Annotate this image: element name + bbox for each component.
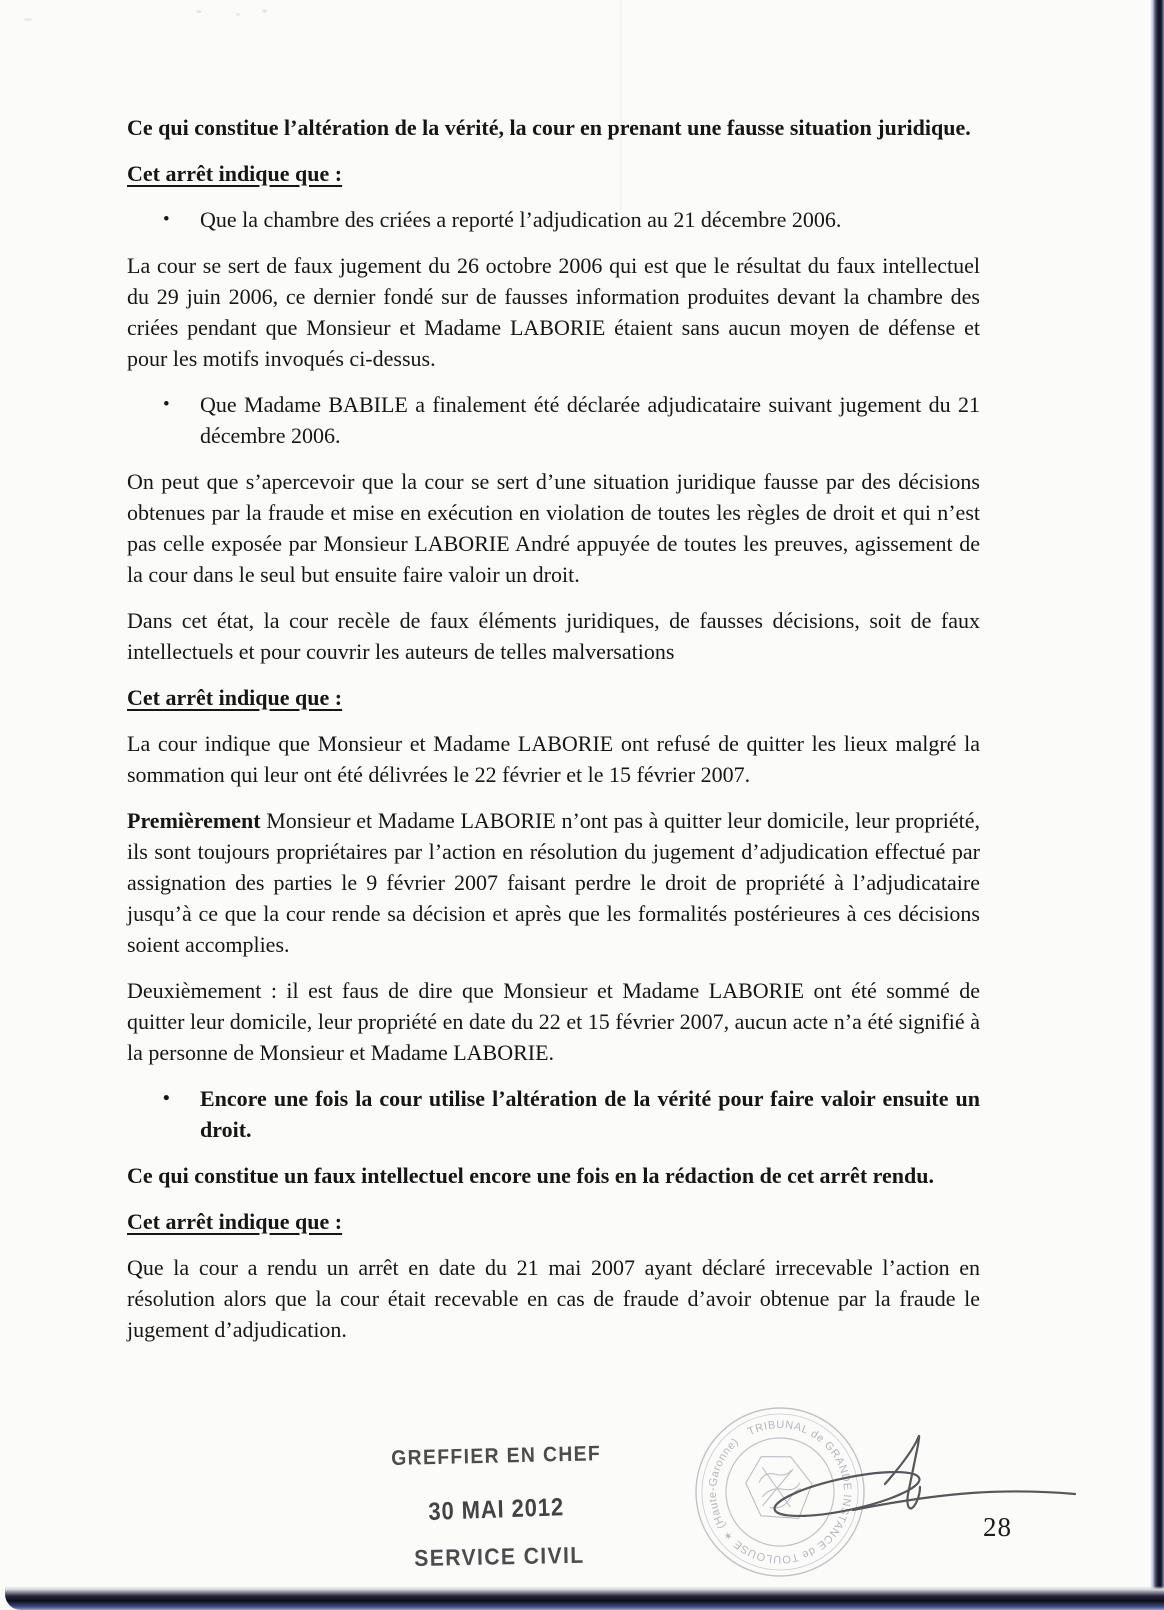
paragraph-rest: Monsieur et Madame LABORIE n’ont pas à quitter leur domicile, leur propriété, ils sont toujours propriétaires par l’action en résolution du jugement d’adjudication effectué par assignation des parties le 9 février 2007 faisant perdre le droit de propriété à l’adjudicataire jusqu’à ce que la cour rende sa décision et après que les formalités postérieures à ces décisions soient accomplies. <box>127 808 980 957</box>
bullet-icon: • <box>163 1088 170 1109</box>
bullet-text: Que Madame BABILE a finalement été déclarée adjudicataire suivant jugement du 21 décembre 2006. <box>200 392 980 448</box>
paragraph: La cour indique que Monsieur et Madame LABORIE ont refusé de quitter les lieux malgré la sommation qui leur ont été délivrées le 22 février et le 15 février 2007. <box>127 731 980 787</box>
stamp-greffier-line: GREFFIER EN CHEF <box>391 1442 602 1470</box>
page-number: 28 <box>983 1512 1012 1542</box>
paragraph: La cour se sert de faux jugement du 26 octobre 2006 qui est que le résultat du faux intellectuel du 29 juin 2006, ce dernier fondé sur de fausses information produites devant la chambre des criées pendant que Monsieur et Madame LABORIE étaient sans aucun moyen de défense et pour les motifs invoqués ci-dessus. <box>127 253 980 371</box>
scan-artifact <box>262 9 267 13</box>
paragraph-intro: Ce qui constitue l’altération de la vérité, la cour en prenant une fausse situation juridique. <box>127 115 971 140</box>
heading-cet-arret-1: Cet arrêt indique que : <box>127 161 343 186</box>
bullet-text: Que la chambre des criées a reporté l’adjudication au 21 décembre 2006. <box>200 207 842 232</box>
paragraph: Deuxièmement : il est faus de dire que Monsieur et Madame LABORIE ont été sommé de quitter leur domicile, leur propriété en date du 22 et 15 février 2007, aucun acte n’a été signifié à la personne de Monsieur et Madame LABORIE. <box>127 978 980 1065</box>
scan-edge-right <box>1150 0 1164 1602</box>
bullet-icon: • <box>163 209 170 230</box>
bullet-text: Encore une fois la cour utilise l’altération de la vérité pour faire valoir ensuite un droit. <box>200 1086 980 1142</box>
paragraph-conclusion: Ce qui constitue un faux intellectuel encore une fois en la rédaction de cet arrêt rendu. <box>127 1163 934 1188</box>
scan-artifact <box>24 18 32 21</box>
paragraph-lead-word: Premièrement <box>127 808 261 833</box>
stamp-service-line: SERVICE CIVIL <box>414 1541 585 1571</box>
paragraph: Dans cet état, la cour recèle de faux éléments juridiques, de fausses décisions, soit de faux intellectuels et pour couvrir les auteurs de telles malversations <box>127 608 980 664</box>
scan-edge-bottom <box>5 1586 1164 1610</box>
paragraph: On peut que s’apercevoir que la cour se sert d’une situation juridique fausse par des décisions obtenues par la fraude et mise en exécution en violation de toutes les règles de droit et qui n’est pas celle exposée par Monsieur LABORIE André appuyée de toutes les preuves, agissement de la cour dans le seul but ensuite faire valoir un droit. <box>127 469 980 587</box>
signature <box>735 1428 1087 1528</box>
heading-cet-arret-3: Cet arrêt indique que : <box>127 1209 343 1234</box>
list-item <box>127 389 980 451</box>
bullet-icon: • <box>163 394 170 415</box>
paragraph <box>127 805 980 960</box>
list-item <box>127 204 980 235</box>
scan-artifact <box>196 10 202 13</box>
paragraph: Que la cour a rendu un arrêt en date du 21 mai 2007 ayant déclaré irrecevable l’action en résolution alors que la cour était recevable en cas de fraude d’avoir obtenue par la fraude le jugement d’adjudication. <box>127 1255 980 1342</box>
stamp-date-line: 30 MAI 2012 <box>428 1493 565 1526</box>
heading-cet-arret-2: Cet arrêt indique que : <box>127 685 343 710</box>
scan-artifact <box>236 13 240 16</box>
document-body <box>127 112 980 1360</box>
seal-ring-text: TRIBUNAL de GRANDE INSTANCE de TOULOUSE ✶ (Haute-Garonne) <box>706 1418 854 1566</box>
list-item <box>127 1083 980 1145</box>
